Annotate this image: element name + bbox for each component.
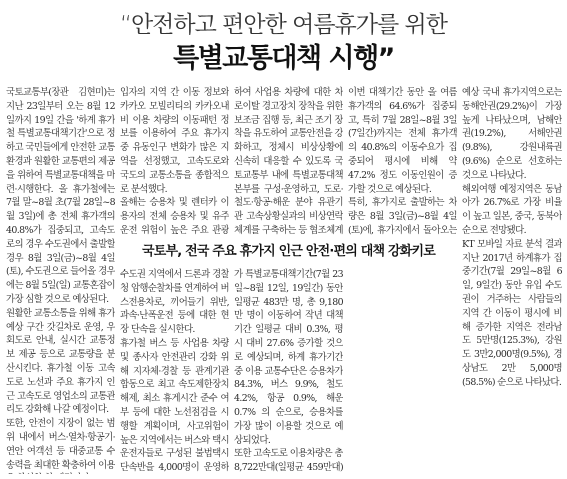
article-paragraph: 원활한 교통소통을 위해 휴가 예상 구간 갓길차로 운영, 우회도로 안내, 실시간 교통정보 제공 등으로 교통량을 분산시킨다. 휴가철 이동 고속도로 노선과 주요 휴가지 인근 고속도로 영업소의 교통관리도 강화해 나갈 예정이다. — [6, 307, 115, 416]
article-column-3-lower — [234, 268, 343, 474]
article-paragraph: 입자의 지역 간 이동 정보와 카카오 모빌리티의 카카오내비 이용 차량의 이동패턴 정보를 이용하여 주요 휴가지 중 유동인구 변화가 많은 지역을 선정했고, 고속도로와 국도의 교통소통을 종합적으로 분석했다. — [120, 87, 229, 195]
article-paragraph: 휴가철 버스 등 사업용 차량 및 종사자 안전관리 강화 위해 지자체·경찰 등 관계기관 합동으로 최고 속도제한장치 해제, 최소 휴게시간 준수 여부 등에 대한 노선점검을 시행할 계획이며, 사고위험이 높은 지역에서는 버스와 택시 운전자들로 구성된 불법택시 단속반을 4,000명이 운영하 — [120, 337, 229, 474]
article-paragraph: 또한, 안전이 지장이 없는 범위 내에서 버스·열차·항공기·연안 여객선 등 대중교통 수송력을 최대한 확충하여 이용 — [6, 418, 115, 471]
article-paragraph: 올해는 승용차 및 렌터카 이용자의 전체 승용차 및 유주운전 위험이 높은 주요 관광 — [120, 197, 229, 236]
article-column-3 — [234, 86, 343, 236]
article-subheadline: 국토부, 전국 주요 휴가지 인근 안전·편의 대책 강화키로 — [120, 240, 457, 259]
article-paragraph: 예상 국내 휴가지역으로는 동해안권(29.2%)이 가장 높게 나타났으며, 남해안권(19.2%), 서해안권(9.8%), 강원내륙권(9.6%) 순으로 선호하는 것으로 나타났다. — [462, 87, 562, 181]
headline-line-1: “안전하고 편안한 여름휴가를 위한 — [120, 12, 447, 38]
article-paragraph: 가 특별교통대책기간(7월 23일~8월 12일, 19일간) 동안 일평균 483만 명, 총 9,180만 명이 이동하여 작년 대책기간 일평균 대비 0.3%, 평시 대비 27.6% 증가할 것으로 예상되며, 하계 휴가기간 중 이용 교통수단은 승용차가 84.3%, 버스 9.9%, 철도 4.2%, 항공 0.9%, 해운 0.7% 의 순으로, 승용차를 가장 많이 이용할 것으로 예상되었다. — [234, 269, 343, 446]
article-paragraph: 해외여행 예정지역은 동남아가 26.7%로 가장 비율이 높고 일본, 중국, 동북아 순으로 전망됐다. — [462, 183, 562, 236]
article-paragraph: 이번 대책기간 동안 올 여름휴가객의 64.6%가 집중되고, 특히 7월 28일~8월 3일(7일간)까지는 전체 휴가객의 40.8%의 이동수요가 집중되어 평시에 비해 약 47.2% 정도 이동인원이 증가할 것으로 예상된다. — [348, 87, 457, 195]
article-column-2-lower — [120, 268, 229, 474]
headline-line-2: 특별교통대책 시행” — [173, 43, 394, 74]
article-column-5 — [462, 86, 562, 474]
article-paragraph: 국토교통부(장관 김현미)는 지난 23일부터 오는 8월 12일까지 19일 간을 '하계 휴가철 특별교통대책기간'으로 정하고 국민들에게 안전한 교통 환경과 원활한 교통편의 제공을 위하여 특별교통대책을 마련·시행한다. 올 휴가철에는 7월 말~8월 초(7월 28일~8월 3일)에 총 전체 휴가객의 40.8%가 집중되고, 고속도로의 경우 수도권에서 출발할 경우 8월 3일(금)~8월 4일(토), 수도권으로 들어올 경우에는 8월 5일(일) 교통혼잡이 가장 심할 것으로 예상된다. — [6, 87, 115, 305]
article-paragraph: 특히, 휴가지로 출발하는 차량은 8월 3일(금)~8월 4일(토)에, 휴가지에서 돌아오는 — [348, 197, 457, 236]
article-column-4 — [348, 86, 457, 236]
article-paragraph: 또한 고속도로 이용차량은 총 8,722만대(일평균 459만대) — [234, 448, 343, 474]
article-paragraph: 수도권 지역에서 드론과 경찰청 암행순찰차를 연계하여 버스전용차로, 끼어들기 위반, 과속·난폭운전 등에 대한 현장 단속을 실시한다. — [120, 269, 229, 336]
article-paragraph: 하여 사업용 차량에 대한 차로이탈 경고장치 장착을 위한 보조금 집행 등, 최근 조기 장착을 유도하여 교통안전을 강화하고, 정체시 비상상황에 신속히 대응할 수 있도록 국토교통부 내에 특별교통대책본부를 구성·운영하고, 도로·철도·항공·해운 분야 유관기관 고속상황실과의 비상연락체계를 구축하는 등 협조체계 — [234, 87, 343, 236]
article-column-2 — [120, 86, 229, 236]
article-column-1 — [6, 86, 115, 474]
article-paragraph: KT 모바일 자료 분석 결과 지난 2017년 하계휴가 집중기간(7월 29일~8월 6일, 9일간) 동안 유입 수도권이 거주하는 사람들의 지역 간 이동이 평시에 비해 증가한 지역은 전라남도 5만명(125.3%), 강원도 3만2,000명(9.5%), 경상남도 2만 5,000명(58.5%) 순으로 나타났다. — [462, 238, 562, 388]
